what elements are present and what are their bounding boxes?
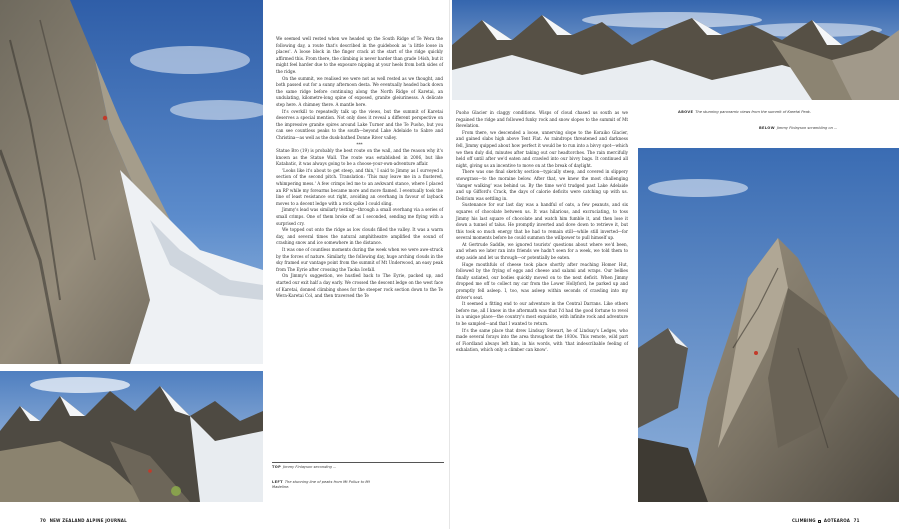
photo-climber-ridge bbox=[0, 0, 263, 364]
caption-left bbox=[272, 480, 372, 491]
paragraph: Jimmy's lead was similarly testing—through a small overhang via a series of small crimps. One of them broke off as I seconded, sending me flying with a surprised cry. bbox=[276, 207, 443, 226]
section-title: CLIMBING bbox=[792, 518, 816, 523]
paragraph: 'Looks like it's about to get steep, and thin,' I said to Jimmy as I surveyed a section of the second pitch. Translation: 'This may leave me in a flustered, whimpering mess.' A few crimps led me to an awkward stance, where I placed an RP while my forearms became more and more flamed. I eventually took the line of least resistance out right, avoiding an overhang in favour of layback moves to a decent ledge with a rock spike I could sling. bbox=[276, 167, 443, 206]
paragraph: It was one of countless moments during the week when we were awe-struck by the forces of nature. Similarly, the following day, huge arching clouds in the sky framed our vantage point from the summit of Mt Underwood, an easy peak from The Eyrie after crossing the Taoka Icefall. bbox=[276, 247, 443, 272]
section-subtitle: AOTEAROA bbox=[823, 518, 851, 523]
paragraph: Sustenance for our last day was a handful of oats, a few peanuts, and six squares of chocolate between us. It was hilarious, and excruciating, to toss Jimmy his last square of chocolate and watch him fumble it, and then lose it down a tunnel of talus. He promptly inverted and dove down to retrieve it, but this took so much energy that he had to remain still—while still inverted—for several moments before he could summon the willpower to pull himself up. bbox=[456, 202, 628, 241]
page-gutter bbox=[449, 0, 450, 529]
paragraph: Puoho Glacier in claggy conditions. Wisps of cloud chased us south as we regained the ridge and followed funky rock and snow slopes to the summit of Mt Revelation. bbox=[456, 110, 628, 129]
paragraph: On the summit, we realised we were not as well rested as we thought, and both passed out for a sunny afternoon desta. We eventually headed back down the same ridge before continuing along the North Ridge of Karetai, an undulating, kilometre-long spine of exposed, granite gleiurinesss. A delicate step here. A chimney there. A mantle here. bbox=[276, 75, 443, 107]
caption-above bbox=[678, 110, 899, 115]
photo-climber-scrambling bbox=[638, 148, 899, 502]
photo-peaks-pollux bbox=[0, 371, 263, 502]
paragraph: It's the same place that drew Lindsay Stewart, he of Lindsay's Ledges, who made several forays into the area throughout the 1930s. This remote, wild part of Fiordland always left him, in his words, with 'that indescribable feeling of exhalation, which only a climber can know'. bbox=[456, 327, 628, 353]
left-page-column bbox=[276, 36, 443, 300]
right-page-column bbox=[456, 110, 628, 354]
caption-label: ABOVE bbox=[678, 110, 694, 114]
right-folio bbox=[792, 518, 860, 523]
paragraph: We topped out onto the ridge as low clouds filled the valley. It was a warm day, and several times the natural amphitheatre amplified the sound of crashing snow and ice somewhere in the distance. bbox=[276, 227, 443, 246]
caption-text: Jimmy Finlayson scrambling on ... bbox=[776, 126, 838, 130]
paragraph: Huge mouthfuls of cheese took place shortly after reaching Homer Hut, followed by the frying of eggs and cheese and salami and wraps. Our bellies finally satiated, our bodies quickly moved on to the next deficit. When Jimmy dropped me off to collect my car from the Lower Hollyford, he parked up and promptly fell asleep. I, too, was asleep within seconds of crawling into my driver's seat. bbox=[456, 261, 628, 300]
caption-label: LEFT bbox=[272, 480, 283, 484]
caption-text: The stunning panoramic views from the summit of Karetai Peak. bbox=[695, 110, 812, 114]
paragraph: From there, we descended a loose, unnerving slope to the Koraiko Glacier, and gained slabs high above Tent Flat. As raindrops threatened and darkness fell, Jimmy quipped about how perfect it would be to run into a bivvy spot—which we then duly did, minutes after taking out our headtorches. The rain mercifully held off until after we'd eaten and crawled into our bivvy bags. It continued all night, giving us an incentive to move on at the break of daylight. bbox=[456, 129, 628, 168]
paragraph: There was one final sketchy section—typically steep, and covered in slippery snowgrass—to the moraine below. After that, we knew the most challenging 'danger walking' was behind us. By the time we'd trudged past Lake Adelaide and up Gifford's Crack, the days of calorie deficits were catching up with us. Delirium was settling in. bbox=[456, 169, 628, 201]
paragraph: It seemed a fitting end to our adventure in the Central Darrans. Like others before me, all I knew in the aftermath was that I'd had the good fortune to revel in a unique place—the country's most exquisite, with infinite rock and adventure to be sampled—and that I wanted to return. bbox=[456, 301, 628, 326]
caption-text: The stunning line of peaks from Mt Pollux to Mt Madeline. bbox=[272, 480, 370, 490]
page-number: 70 bbox=[40, 518, 46, 523]
journal-title: NEW ZEALAND ALPINE JOURNAL bbox=[49, 518, 127, 523]
caption-text: Jimmy Finlayson seconding ... bbox=[283, 465, 337, 469]
folio-divider bbox=[818, 520, 821, 523]
paragraph: Statue Bro (19) is probably the best route on the wall, and the reason why it's known as the Statue Wall. The route was established in 2006, but like Katabatic, it was always going to be a choose-your-own-adventure affair. bbox=[276, 148, 443, 167]
caption-rule bbox=[272, 462, 444, 463]
paragraph: At Gertrude Saddle, we ignored tourists' questions about where we'd been, and when we later ran into friends we hadn't seen for a week, we told them to step aside and let us through—or potentially be eaten. bbox=[456, 241, 628, 261]
page-number: 71 bbox=[853, 518, 860, 523]
caption-label: BELOW bbox=[759, 126, 775, 130]
caption-label: TOP bbox=[272, 465, 282, 469]
section-break: *** bbox=[356, 141, 363, 147]
paragraph: It's overkill to repeatedly talk up the views, but the summit of Karetai deserves a special mention. Not only does it reveal a different perspective on the impressive granite spires around Lake Turner and the Te Puoho, but you can see countless peaks to the south—beyond Lake Adelaide to Sabre and Christina—as well as the dusk-bathed Donne River valley. bbox=[276, 108, 443, 140]
left-folio bbox=[40, 518, 127, 523]
photo-karetai-panorama bbox=[452, 0, 899, 100]
paragraph: On Jimmy's suggestion, we hustled back to The Eyrie, packed up, and started our exit half a day early. We crossed the descent ledge on the west face of Karetai, donned climbing shoes for the steeper rock section down to the Te Wera-Karetai Col, and then traversed the Te bbox=[276, 273, 443, 299]
caption-below bbox=[759, 126, 899, 131]
caption-top bbox=[272, 465, 444, 470]
paragraph: We seemed well rested when we headed up the South Ridge of Te Wera the following day, a route that's described in the guidebook as 'a little loose in places'. A loose block in the finger crack at the start of the ridge quickly affirmed this. From there, the climbing is never harder than grade 14ish, but it might feel harder due to the exposure nipping at your heels from both sides of the ridge. bbox=[276, 36, 443, 74]
